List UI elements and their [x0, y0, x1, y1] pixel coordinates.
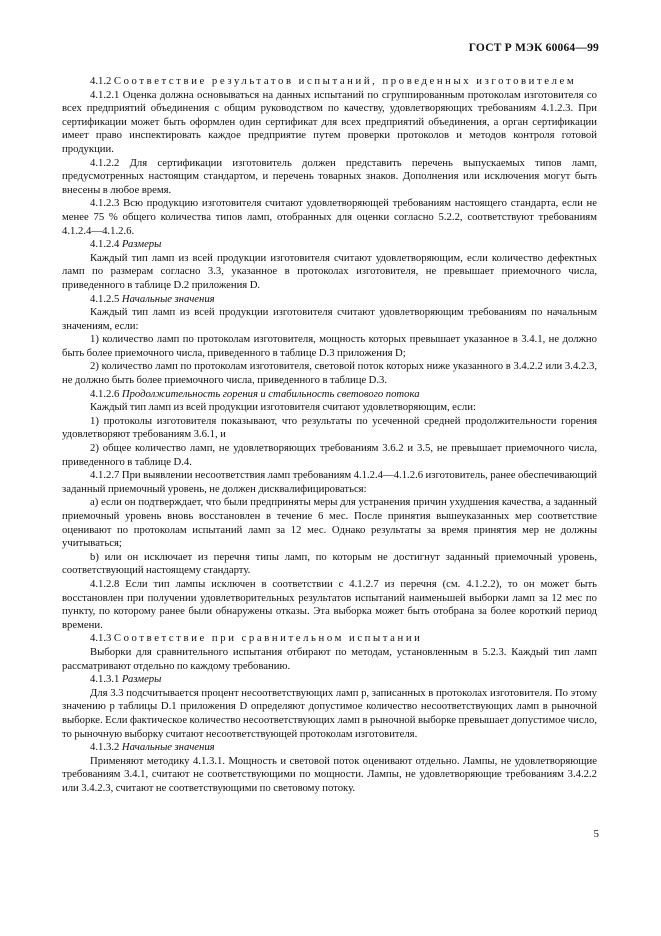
- clause-number: 4.1.3: [90, 632, 112, 645]
- paragraph: [62, 741, 597, 755]
- paragraph: [62, 157, 597, 198]
- document-body: [62, 75, 597, 795]
- clause-number: 4.1.2.7: [90, 469, 120, 482]
- page-number: 5: [593, 828, 599, 840]
- paragraph-text: b) или он исключает из перечня типы ламп, по которым не достигнут заданный приемочный уровень, соответствующий настоящему стандарту.: [62, 550, 597, 577]
- document-header: ГОСТ Р МЭК 60064—99: [468, 42, 599, 54]
- clause-number: 4.1.2.6: [90, 387, 120, 400]
- paragraph: [62, 632, 597, 646]
- paragraph-text: Каждый тип ламп из всей продукции изготовителя считают удовлетворяющим требованиям по начальным значениям, если:: [62, 306, 597, 332]
- paragraph: [62, 238, 597, 252]
- paragraph-text: Каждый тип ламп из всей продукции изготовителя считают удовлетворяющим, если количество дефектных ламп по размерам согласно 3.3, указанное в протоколах изготовителя, не превышает приемочного числа, приведенного в таблице D.2 приложения D.: [62, 251, 597, 291]
- paragraph: [62, 252, 597, 293]
- paragraph-text: 1) количество ламп по протоколам изготовителя, мощность которых превышает указанное в 3.4.1, не должно быть более приемочного числа, приведенного в таблице D.3 приложения D;: [62, 333, 597, 359]
- paragraph: [62, 673, 597, 687]
- paragraph: [62, 687, 597, 741]
- paragraph: [62, 89, 597, 157]
- paragraph-text: Оценка должна основываться на данных испытаний по сгруппированным протоколам изготовителя со всех предприятий объединения с общим руководством по качеству, удовлетворяющих требованиям 4.1.2.3. При сертификации может быть оформлен один сертификат для всех предприятий объединения, а орган сертификации имеет право инспектировать каждое предприятие путем проверки протоколов и методов контроля готовой продукции.: [62, 88, 597, 155]
- paragraph: [62, 496, 597, 550]
- clause-title: Размеры: [121, 238, 162, 251]
- clause-number: 4.1.3.1: [90, 673, 120, 686]
- paragraph: [62, 415, 597, 442]
- clause-title: Соответствие результатов испытаний, проведенных изготовителем: [113, 75, 577, 87]
- clause-title: Начальные значения: [121, 292, 215, 305]
- paragraph: [62, 578, 597, 632]
- paragraph: [62, 197, 597, 238]
- paragraph: [62, 293, 597, 307]
- paragraph-text: Выборки для сравнительного испытания отбирают по методам, установленным в 5.2.3. Каждый тип ламп рассматривают отдельно по каждому требованию.: [62, 645, 597, 672]
- paragraph: [62, 360, 597, 387]
- paragraph-text: Применяют методику 4.1.3.1. Мощность и световой поток оценивают отдельно. Лампы, не удовлетворяющие требованиям 3.4.1, считают не соответствующими по мощности. Лампы, не удовлетворяющие требованиям 3.4.2.2 или 3.4.2.3, считают не соответствующими по световому потоку.: [62, 754, 597, 794]
- paragraph: [62, 306, 597, 333]
- clause-title: Начальные значения: [121, 741, 215, 754]
- paragraph-text: 2) общее количество ламп, не удовлетворяющих требованиям 3.6.2 и 3.5, не превышает приемочного числа, приведенного в таблице D.4.: [62, 442, 597, 468]
- paragraph: [62, 401, 597, 415]
- paragraph: [62, 551, 597, 578]
- paragraph-text: При выявлении несоответствия ламп требованиям 4.1.2.4—4.1.2.6 изготовитель, ранее обеспечивающий заданный приемочный уровень, не должен дисквалифицироваться:: [62, 469, 597, 495]
- clause-title: Соответствие при сравнительном испытании: [113, 632, 423, 645]
- paragraph-text: Для 3.3 подсчитывается процент несоответствующих ламп p, записанных в протоколах изготовителя. По этому значению p таблицы D.1 приложения D определяют допустимое количество несоответствующих ламп в рыночной выборке. Если фактическое количество несоответствующих ламп в рыночной выборке превышает допустимое число, то рыночную выборку считают несоответствующей протоколам изготовителя.: [62, 686, 597, 740]
- paragraph-text: 2) количество ламп по протоколам изготовителя, световой поток которых ниже указанного в 3.4.2.2 или 3.4.2.3, не должно быть более приемочного числа, приведенного в таблице D.3.: [62, 360, 597, 387]
- clause-number: 4.1.2.8: [90, 577, 120, 590]
- clause-number: 4.1.2.5: [90, 292, 120, 305]
- paragraph-text: 1) протоколы изготовителя показывают, что результаты по усеченной средней продолжительности горения удовлетворяют требованиям 3.6.1, и: [62, 414, 597, 441]
- clause-number: 4.1.2: [90, 75, 112, 87]
- paragraph: [62, 75, 597, 89]
- clause-title: Продолжительность горения и стабильность светового потока: [121, 387, 420, 400]
- paragraph-text: Для сертификации изготовитель должен представить перечень выпускаемых типов ламп, предусмотренных настоящим стандартом, и перечень товарных знаков. Дополнения или исключения могут быть внесены в любое время.: [62, 156, 597, 196]
- clause-number: 4.1.2.4: [90, 238, 120, 251]
- paragraph: [62, 469, 597, 496]
- clause-number: 4.1.2.1: [90, 88, 120, 101]
- paragraph-text: Каждый тип ламп из всей продукции изготовителя считают удовлетворяющим, если:: [90, 401, 476, 414]
- clause-number: 4.1.2.2: [90, 156, 120, 169]
- paragraph-text: Всю продукцию изготовителя считают удовлетворяющей требованиям настоящего стандарта, если не менее 75 % общего количества типов ламп, отобранных для оценки согласно 5.2.2, соответствуют требованиям 4.1.2.4—4.1.2.6.: [62, 197, 597, 237]
- clause-number: 4.1.3.2: [90, 741, 120, 754]
- paragraph: [62, 442, 597, 469]
- paragraph-text: Если тип лампы исключен в соответствии с 4.1.2.7 из перечня (см. 4.1.2.2), то он может быть восстановлен при получении удовлетворительных результатов испытаний наименьшей выборки ламп за 12 мес по пункту, по которому ранее были обнаружены отказы. Эта выборка может быть отобрана за более короткий период времени.: [62, 577, 597, 631]
- clause-title: Размеры: [121, 673, 162, 686]
- paragraph: [62, 755, 597, 796]
- paragraph-text: a) если он подтверждает, что были предприняты меры для устранения причин ухудшения качества, а заданный приемочный уровень вновь восстановлен в течение 6 мес. После принятия вышеуказанных мер соответствие оценивают по протоколам испытаний ламп за 12 мес. Однако результаты за время принятия мер не должны учитываться;: [62, 496, 597, 550]
- paragraph: [62, 646, 597, 673]
- paragraph: [62, 333, 597, 360]
- clause-number: 4.1.2.3: [90, 197, 120, 210]
- paragraph: [62, 388, 597, 402]
